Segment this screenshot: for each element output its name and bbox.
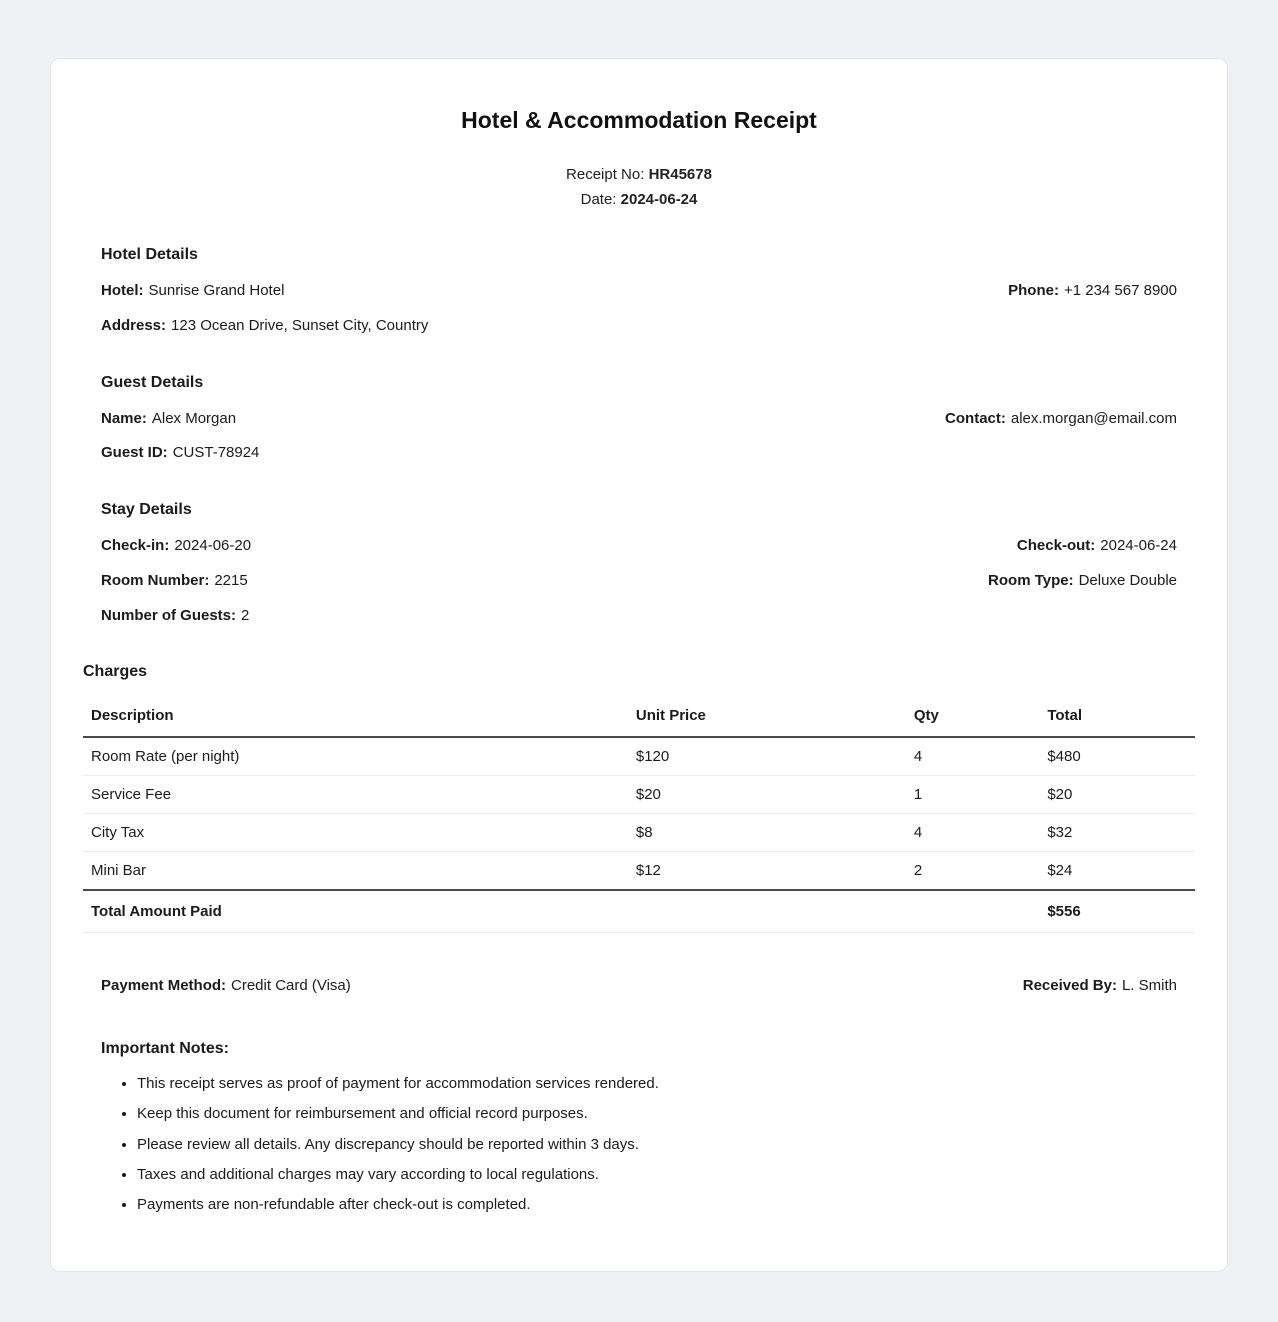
hotel-phone-field [1008, 282, 1177, 301]
payment-row [83, 977, 1195, 996]
guest-details-heading: Guest Details [101, 373, 204, 391]
list-item: • Taxes and additional charges may vary according to local regulations. [137, 1165, 1177, 1185]
total-value: $556 [1039, 890, 1195, 933]
cell-total: $480 [1039, 737, 1195, 776]
guest-name-row [101, 410, 1177, 429]
charges-heading: Charges [83, 663, 148, 681]
cell-description: City Tax [83, 814, 628, 852]
table-row [83, 852, 1195, 891]
guest-details-section [83, 374, 1195, 464]
room-type-label: Room Type: [988, 571, 1074, 589]
guest-id-label: Guest ID: [101, 444, 168, 462]
guest-id-value: CUST-78924 [172, 444, 260, 462]
cell-unit-price: $20 [628, 776, 906, 814]
notes-section [83, 1040, 1195, 1215]
hotel-name-field [101, 282, 284, 301]
hotel-phone-label: Phone: [1008, 282, 1059, 299]
table-row [83, 737, 1195, 776]
cell-unit-price: $8 [628, 814, 906, 852]
guests-count-value: 2 [241, 606, 250, 624]
page-title: Hotel & Accommodation Receipt [461, 107, 817, 133]
hotel-phone-row [101, 282, 1177, 301]
guest-id-field [101, 444, 259, 463]
hotel-name-value: Sunrise Grand Hotel [148, 282, 285, 299]
col-header-unit-price: Unit Price [628, 699, 906, 737]
cell-description: Service Fee [83, 776, 628, 814]
hotel-address-label: Address: [101, 316, 167, 334]
list-item: • This receipt serves as proof of payment for accommodation services rendered. [137, 1074, 1177, 1094]
checkout-label: Check-out: [1016, 537, 1096, 554]
charges-header-row [83, 699, 1195, 737]
cell-unit-price: $120 [628, 737, 906, 776]
received-by-label: Received By: [1022, 977, 1117, 995]
charges-section [83, 663, 1195, 933]
table-row [83, 814, 1195, 852]
total-label: Total Amount Paid [83, 890, 1039, 933]
room-number-value: 2215 [214, 571, 248, 589]
payment-method-field [101, 977, 351, 996]
hotel-details-section [83, 246, 1195, 336]
notes-list [101, 1074, 1177, 1215]
received-by-field [1023, 977, 1177, 996]
checkout-value: 2024-06-24 [1100, 537, 1177, 554]
col-header-qty: Qty [906, 699, 1039, 737]
cell-qty: 4 [906, 814, 1039, 852]
checkin-value: 2024-06-20 [174, 537, 252, 554]
guests-count-row [101, 607, 1177, 626]
cell-qty: 4 [906, 737, 1039, 776]
checkin-field [101, 537, 251, 556]
cell-total: $32 [1039, 814, 1195, 852]
guest-id-row [101, 444, 1177, 463]
hotel-address-field [101, 317, 428, 336]
receipt-number-label: Receipt No: [566, 166, 645, 183]
guest-contact-label: Contact: [945, 409, 1006, 427]
receipt-number-line [83, 166, 1195, 183]
cell-description: Mini Bar [83, 852, 628, 891]
checkin-label: Check-in: [101, 537, 170, 554]
charges-table [83, 699, 1195, 933]
guest-name-label: Name: [101, 409, 147, 427]
cell-qty: 2 [906, 852, 1039, 891]
stay-dates-row [101, 537, 1177, 556]
col-header-total: Total [1039, 699, 1195, 737]
payment-method-label: Payment Method: [101, 977, 227, 995]
guest-name-field [101, 410, 236, 429]
list-item: • Keep this document for reimbursement and official record purposes. [137, 1104, 1177, 1124]
room-type-value: Deluxe Double [1078, 571, 1177, 589]
col-header-description: Description [83, 699, 628, 737]
total-row [83, 890, 1195, 933]
hotel-name-label: Hotel: [101, 282, 144, 299]
received-by-value: L. Smith [1121, 977, 1177, 995]
guests-count-label: Number of Guests: [101, 606, 237, 624]
stay-details-heading: Stay Details [101, 501, 192, 518]
room-number-field [101, 572, 248, 591]
cell-description: Room Rate (per night) [83, 737, 628, 776]
stay-details-section [83, 501, 1195, 625]
hotel-address-value: 123 Ocean Drive, Sunset City, Country [171, 316, 429, 334]
receipt-number-value: HR45678 [648, 166, 712, 183]
hotel-details-heading: Hotel Details [101, 246, 198, 263]
receipt-date-value: 2024-06-24 [620, 191, 698, 208]
list-item: • Payments are non-refundable after check-out is completed. [137, 1195, 1177, 1215]
list-item: • Please review all details. Any discrepancy should be reported within 3 days. [137, 1135, 1177, 1155]
receipt-date-label: Date: [580, 191, 617, 208]
checkout-field [1017, 537, 1177, 556]
guest-name-value: Alex Morgan [151, 409, 237, 427]
hotel-phone-value: +1 234 567 8900 [1063, 282, 1177, 299]
receipt-date-line [83, 191, 1195, 208]
payment-method-value: Credit Card (Visa) [231, 977, 351, 995]
table-row [83, 776, 1195, 814]
guests-count-field [101, 607, 249, 626]
cell-unit-price: $12 [628, 852, 906, 891]
room-type-field [988, 572, 1177, 591]
hotel-address-row [101, 317, 1177, 336]
cell-total: $24 [1039, 852, 1195, 891]
room-row [101, 572, 1177, 591]
guest-contact-value: alex.morgan@email.com [1010, 409, 1177, 427]
guest-contact-field [945, 410, 1177, 429]
receipt-card [50, 58, 1228, 1272]
cell-qty: 1 [906, 776, 1039, 814]
notes-heading: Important Notes: [101, 1040, 229, 1057]
cell-total: $20 [1039, 776, 1195, 814]
room-number-label: Room Number: [101, 571, 210, 589]
